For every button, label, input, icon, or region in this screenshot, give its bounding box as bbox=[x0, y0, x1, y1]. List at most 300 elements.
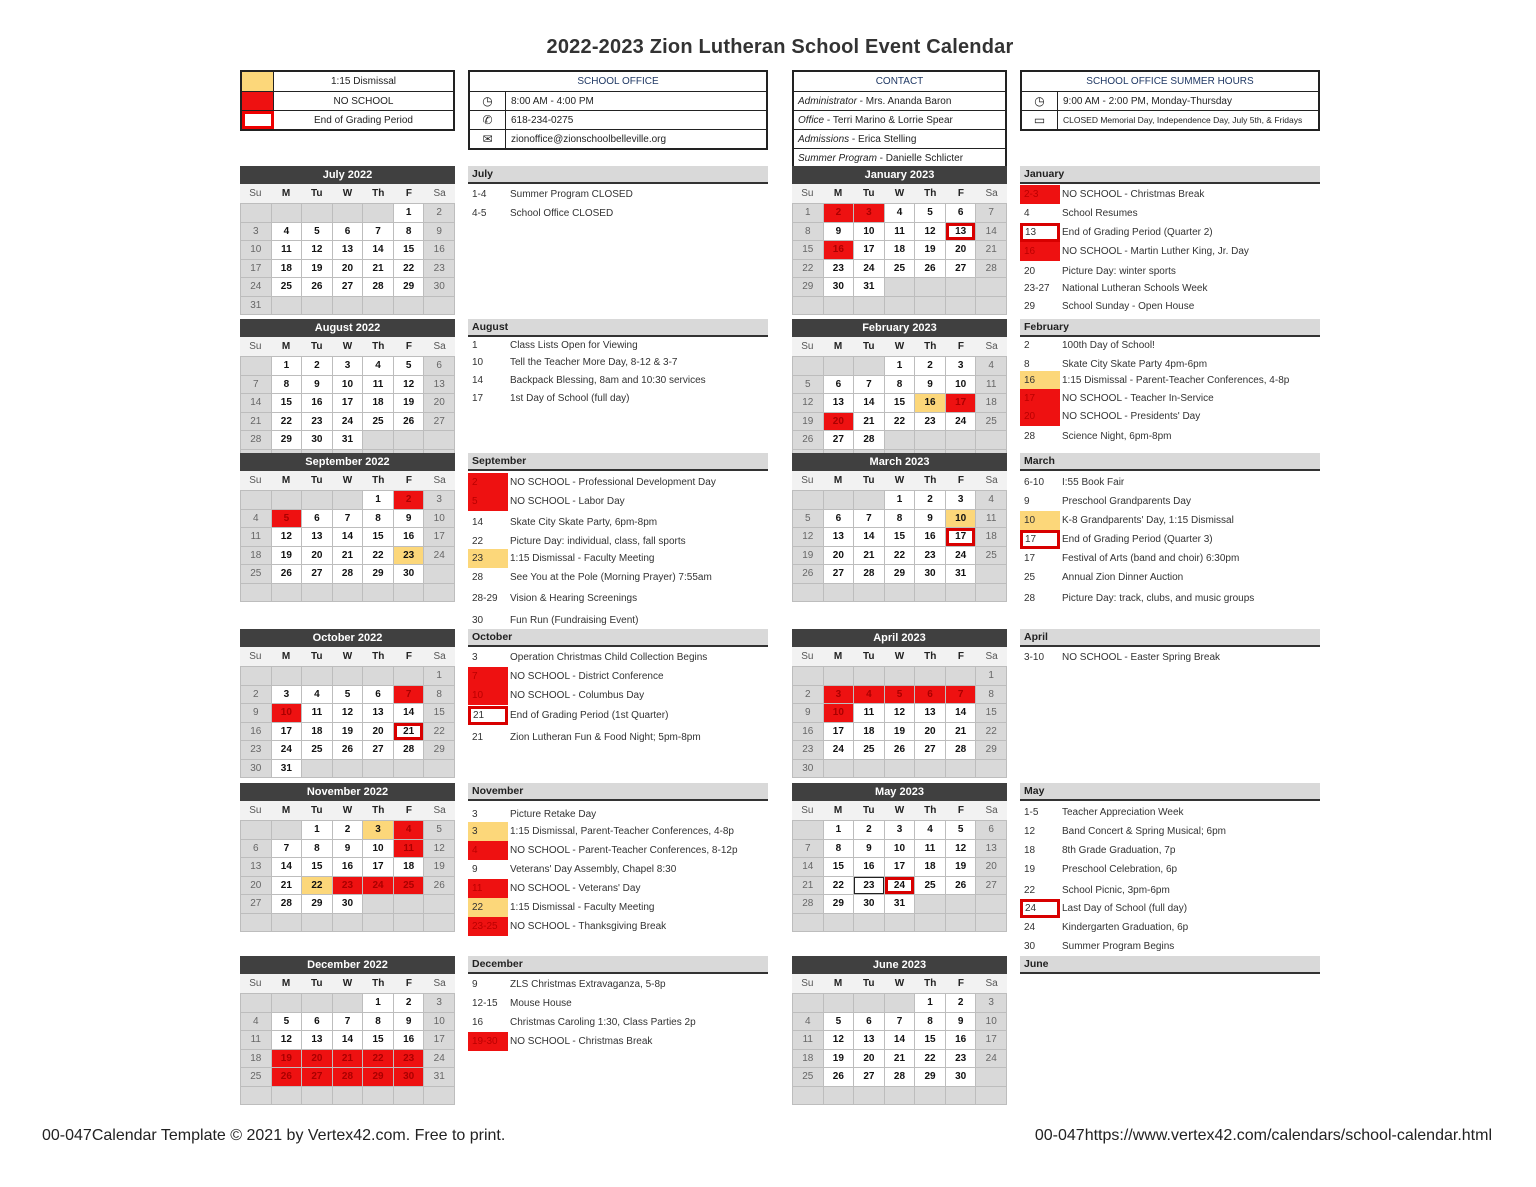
day-cell: 20 bbox=[302, 547, 332, 565]
weekday-label: Su bbox=[249, 805, 262, 816]
empty-day-cell bbox=[793, 667, 823, 685]
day-cell: 20 bbox=[302, 1050, 332, 1068]
event-item bbox=[1020, 822, 1320, 841]
day-cell: 11 bbox=[394, 840, 424, 858]
event-item bbox=[468, 1013, 768, 1032]
day-cell: 14 bbox=[241, 394, 271, 412]
weekday-label: M bbox=[281, 341, 291, 352]
day-cell: 2 bbox=[424, 204, 454, 222]
month-calendar bbox=[240, 453, 455, 602]
legend-label: NO SCHOOL bbox=[333, 95, 394, 107]
day-cell: 19 bbox=[915, 241, 945, 259]
day-cell: 4 bbox=[241, 510, 271, 528]
day-cell: 5 bbox=[394, 357, 424, 375]
empty-day-cell bbox=[272, 204, 302, 222]
day-cell: 10 bbox=[976, 1013, 1006, 1031]
empty-day-cell bbox=[946, 667, 976, 685]
empty-day-cell bbox=[793, 297, 823, 315]
empty-day-cell bbox=[854, 491, 884, 509]
weekday-label: Sa bbox=[985, 978, 998, 989]
day-cell: 14 bbox=[272, 858, 302, 876]
day-cell: 8 bbox=[885, 510, 915, 528]
event-item bbox=[1020, 242, 1320, 261]
event-text: 1:15 Dismissal - Faculty Meeting bbox=[510, 902, 655, 913]
day-cell: 12 bbox=[424, 840, 454, 858]
month-calendar bbox=[240, 956, 455, 1105]
day-cell: 8 bbox=[824, 840, 854, 858]
day-cell: 26 bbox=[424, 877, 454, 895]
event-date: 28 bbox=[1024, 431, 1036, 442]
empty-day-cell bbox=[915, 1087, 945, 1105]
day-cell: 2 bbox=[946, 994, 976, 1012]
event-date: 10 bbox=[468, 686, 508, 705]
day-cell: 31 bbox=[272, 760, 302, 778]
day-cell: 29 bbox=[424, 741, 454, 759]
empty-day-cell bbox=[793, 994, 823, 1012]
day-cell: 28 bbox=[241, 431, 271, 449]
weekday-label: Su bbox=[249, 188, 262, 199]
event-date: 13 bbox=[1020, 223, 1060, 242]
events-list bbox=[1020, 453, 1320, 604]
events-list bbox=[1020, 319, 1320, 442]
weekday-label: Sa bbox=[433, 475, 446, 486]
weekday-label: Th bbox=[372, 188, 385, 199]
empty-day-cell bbox=[424, 1087, 454, 1105]
day-cell: 14 bbox=[793, 858, 823, 876]
day-cell: 15 bbox=[424, 704, 454, 722]
day-cell: 6 bbox=[915, 686, 945, 704]
event-date: 17 bbox=[1020, 530, 1060, 549]
month-header: January 2023 bbox=[792, 166, 1007, 184]
event-text: Tell the Teacher More Day, 8-12 & 3-7 bbox=[510, 357, 678, 368]
event-text: 8th Grade Graduation, 7p bbox=[1062, 845, 1176, 856]
day-cell: 6 bbox=[824, 376, 854, 394]
day-cell: 8 bbox=[885, 376, 915, 394]
day-cell: 27 bbox=[824, 565, 854, 583]
weekday-label: Sa bbox=[433, 188, 446, 199]
day-cell: 31 bbox=[946, 565, 976, 583]
day-cell: 8 bbox=[272, 376, 302, 394]
event-text: NO SCHOOL - Christmas Break bbox=[1062, 189, 1205, 200]
weekday-label: Sa bbox=[985, 651, 998, 662]
day-cell: 10 bbox=[946, 510, 976, 528]
day-cell: 28 bbox=[976, 260, 1006, 278]
day-cell: 7 bbox=[272, 840, 302, 858]
event-text: I:55 Book Fair bbox=[1062, 477, 1125, 488]
day-cell: 15 bbox=[915, 1031, 945, 1049]
event-date: 22 bbox=[472, 536, 484, 547]
day-cell: 16 bbox=[854, 858, 884, 876]
day-cell: 8 bbox=[363, 1013, 393, 1031]
contact-office: Office - Terri Marino & Lorrie Spear bbox=[798, 114, 953, 126]
day-cell: 7 bbox=[854, 510, 884, 528]
empty-day-cell bbox=[241, 914, 271, 932]
weekday-label: Th bbox=[924, 475, 937, 486]
empty-day-cell bbox=[241, 584, 271, 602]
month-header: July 2022 bbox=[240, 166, 455, 184]
empty-day-cell bbox=[424, 297, 454, 315]
day-cell: 9 bbox=[394, 510, 424, 528]
day-cell: 7 bbox=[885, 1013, 915, 1031]
day-cell: 24 bbox=[946, 547, 976, 565]
weekday-label: Su bbox=[801, 805, 814, 816]
month-header: February 2023 bbox=[792, 319, 1007, 337]
empty-day-cell bbox=[333, 297, 363, 315]
day-cell: 18 bbox=[394, 858, 424, 876]
summer-closed: CLOSED Memorial Day, Independence Day, July 5th, & Fridays bbox=[1063, 115, 1303, 125]
contact-administrator: Administrator - Mrs. Ananda Baron bbox=[798, 95, 952, 107]
empty-day-cell bbox=[946, 914, 976, 932]
empty-day-cell bbox=[793, 584, 823, 602]
day-cell: 15 bbox=[394, 241, 424, 259]
weekday-label: Th bbox=[372, 341, 385, 352]
weekday-label: W bbox=[342, 978, 353, 989]
day-cell: 29 bbox=[363, 1068, 393, 1086]
event-text: 1:15 Dismissal - Parent-Teacher Conferences, 4-8p bbox=[1062, 375, 1290, 386]
day-cell: 8 bbox=[302, 840, 332, 858]
weekday-label: Th bbox=[372, 978, 385, 989]
event-item bbox=[468, 879, 768, 898]
month-header: December 2022 bbox=[240, 956, 455, 974]
day-cell: 18 bbox=[915, 858, 945, 876]
event-item bbox=[468, 841, 768, 860]
weekday-label: Sa bbox=[985, 341, 998, 352]
empty-day-cell bbox=[793, 821, 823, 839]
event-text: NO SCHOOL - Easter Spring Break bbox=[1062, 652, 1221, 663]
event-text: NO SCHOOL - Christmas Break bbox=[510, 1036, 653, 1047]
weekday-header bbox=[792, 647, 1007, 666]
event-item bbox=[468, 860, 768, 879]
day-cell: 3 bbox=[333, 357, 363, 375]
day-cell: 11 bbox=[302, 704, 332, 722]
empty-day-cell bbox=[885, 584, 915, 602]
day-cell: 24 bbox=[241, 278, 271, 296]
event-date: 17 bbox=[472, 393, 484, 404]
weekday-label: Tu bbox=[863, 978, 875, 989]
day-cell: 4 bbox=[241, 1013, 271, 1031]
events-header: October bbox=[468, 629, 768, 647]
weekday-label: Tu bbox=[863, 341, 875, 352]
day-cell: 26 bbox=[915, 260, 945, 278]
day-cell: 31 bbox=[333, 431, 363, 449]
day-cell: 24 bbox=[854, 260, 884, 278]
weekday-label: Su bbox=[801, 188, 814, 199]
day-cell: 9 bbox=[915, 510, 945, 528]
empty-day-cell bbox=[302, 760, 332, 778]
day-cell: 27 bbox=[363, 741, 393, 759]
event-date: 21 bbox=[472, 732, 484, 743]
day-cell: 28 bbox=[394, 741, 424, 759]
empty-day-cell bbox=[946, 1087, 976, 1105]
event-text: Teacher Appreciation Week bbox=[1062, 807, 1184, 818]
empty-day-cell bbox=[394, 914, 424, 932]
no-school-swatch bbox=[242, 92, 274, 110]
day-cell: 14 bbox=[946, 704, 976, 722]
day-cell: 23 bbox=[915, 413, 945, 431]
month-calendar bbox=[792, 956, 1007, 1105]
day-cell: 20 bbox=[824, 413, 854, 431]
event-text: Backpack Blessing, 8am and 10:30 services bbox=[510, 375, 706, 386]
weekday-label: Su bbox=[801, 341, 814, 352]
event-item bbox=[1020, 918, 1320, 937]
weekday-label: W bbox=[894, 651, 905, 662]
day-cell: 24 bbox=[424, 1050, 454, 1068]
empty-day-cell bbox=[854, 667, 884, 685]
event-text: 100th Day of School! bbox=[1062, 340, 1155, 351]
day-cell: 20 bbox=[854, 1050, 884, 1068]
empty-day-cell bbox=[915, 760, 945, 778]
day-cell: 10 bbox=[363, 840, 393, 858]
event-date: 6-10 bbox=[1024, 477, 1045, 488]
calendar-icon: ▭ bbox=[1022, 111, 1058, 129]
day-cell: 10 bbox=[424, 1013, 454, 1031]
day-cell: 27 bbox=[302, 565, 332, 583]
day-cell: 14 bbox=[394, 704, 424, 722]
day-cell: 29 bbox=[272, 431, 302, 449]
day-cell: 9 bbox=[394, 1013, 424, 1031]
events-list bbox=[1020, 783, 1320, 952]
weekday-label: F bbox=[957, 341, 964, 352]
empty-day-cell bbox=[363, 895, 393, 913]
events-header: May bbox=[1020, 783, 1320, 801]
empty-day-cell bbox=[363, 204, 393, 222]
event-date: 3 bbox=[472, 652, 478, 663]
day-cell: 8 bbox=[976, 686, 1006, 704]
day-cell: 23 bbox=[333, 877, 363, 895]
empty-day-cell bbox=[824, 357, 854, 375]
day-cell: 20 bbox=[241, 877, 271, 895]
day-cell: 3 bbox=[241, 223, 271, 241]
day-cell: 23 bbox=[302, 413, 332, 431]
event-date: 23-27 bbox=[1024, 283, 1050, 294]
event-item bbox=[468, 686, 768, 705]
day-cell: 27 bbox=[976, 877, 1006, 895]
event-item bbox=[468, 1032, 768, 1051]
empty-day-cell bbox=[976, 1068, 1006, 1086]
day-cell: 6 bbox=[302, 510, 332, 528]
day-cell: 19 bbox=[946, 858, 976, 876]
weekday-label: M bbox=[833, 475, 843, 486]
day-cell: 22 bbox=[824, 877, 854, 895]
day-cell: 11 bbox=[793, 1031, 823, 1049]
empty-day-cell bbox=[976, 1087, 1006, 1105]
event-text: Science Night, 6pm-8pm bbox=[1062, 431, 1172, 442]
day-cell: 16 bbox=[394, 1031, 424, 1049]
event-item bbox=[468, 185, 768, 204]
day-grid bbox=[792, 356, 1007, 468]
weekday-label: M bbox=[833, 978, 843, 989]
events-list bbox=[1020, 629, 1320, 663]
day-cell: 29 bbox=[976, 741, 1006, 759]
weekday-header bbox=[240, 801, 455, 820]
day-cell: 31 bbox=[424, 1068, 454, 1086]
day-cell: 3 bbox=[854, 204, 884, 222]
day-cell: 18 bbox=[241, 1050, 271, 1068]
summer-hours: 9:00 AM - 2:00 PM, Monday-Thursday bbox=[1063, 95, 1232, 107]
event-date: 3 bbox=[468, 822, 508, 841]
event-date: 9 bbox=[472, 979, 478, 990]
day-cell: 23 bbox=[946, 1050, 976, 1068]
event-item bbox=[468, 648, 768, 667]
empty-day-cell bbox=[854, 357, 884, 375]
event-date: 5 bbox=[468, 492, 508, 511]
day-cell: 5 bbox=[333, 686, 363, 704]
events-list bbox=[468, 956, 768, 1047]
day-cell: 14 bbox=[885, 1031, 915, 1049]
event-date: 9 bbox=[472, 864, 478, 875]
event-date: 18 bbox=[1024, 845, 1036, 856]
day-cell: 13 bbox=[824, 394, 854, 412]
day-cell: 14 bbox=[854, 394, 884, 412]
day-cell: 17 bbox=[824, 723, 854, 741]
empty-day-cell bbox=[302, 491, 332, 509]
empty-day-cell bbox=[885, 278, 915, 296]
events-header: September bbox=[468, 453, 768, 471]
office-email[interactable]: zionoffice@zionschoolbelleville.org bbox=[511, 133, 667, 145]
day-cell: 29 bbox=[915, 1068, 945, 1086]
event-date: 3 bbox=[472, 809, 478, 820]
day-cell: 16 bbox=[333, 858, 363, 876]
event-date: 4 bbox=[468, 841, 508, 860]
event-date: 16 bbox=[472, 1017, 484, 1028]
day-cell: 21 bbox=[854, 413, 884, 431]
day-cell: 29 bbox=[824, 895, 854, 913]
day-cell: 28 bbox=[854, 431, 884, 449]
day-cell: 18 bbox=[302, 723, 332, 741]
day-cell: 25 bbox=[793, 1068, 823, 1086]
day-cell: 23 bbox=[915, 547, 945, 565]
footer-left: 00-047Calendar Template © 2021 by Vertex42.com. Free to print. bbox=[42, 1127, 506, 1144]
day-cell: 30 bbox=[302, 431, 332, 449]
day-cell: 17 bbox=[272, 723, 302, 741]
empty-day-cell bbox=[272, 994, 302, 1012]
day-cell: 12 bbox=[333, 704, 363, 722]
empty-day-cell bbox=[302, 584, 332, 602]
event-item bbox=[468, 549, 768, 568]
day-cell: 21 bbox=[363, 260, 393, 278]
event-text: National Lutheran Schools Week bbox=[1062, 283, 1208, 294]
day-cell: 30 bbox=[394, 565, 424, 583]
event-text: Picture Retake Day bbox=[510, 809, 597, 820]
day-cell: 2 bbox=[394, 994, 424, 1012]
event-text: Class Lists Open for Viewing bbox=[510, 340, 638, 351]
day-cell: 26 bbox=[946, 877, 976, 895]
event-date: 14 bbox=[472, 517, 484, 528]
event-item bbox=[468, 667, 768, 686]
weekday-label: Tu bbox=[863, 651, 875, 662]
day-cell: 1 bbox=[915, 994, 945, 1012]
weekday-label: W bbox=[894, 341, 905, 352]
day-cell: 6 bbox=[424, 357, 454, 375]
empty-day-cell bbox=[976, 278, 1006, 296]
events-header: April bbox=[1020, 629, 1320, 647]
empty-day-cell bbox=[824, 994, 854, 1012]
day-cell: 27 bbox=[241, 895, 271, 913]
empty-day-cell bbox=[976, 895, 1006, 913]
weekday-label: F bbox=[957, 805, 964, 816]
day-cell: 20 bbox=[363, 723, 393, 741]
event-text: End of Grading Period (Quarter 2) bbox=[1062, 227, 1213, 238]
day-cell: 10 bbox=[272, 704, 302, 722]
event-item bbox=[1020, 185, 1320, 204]
day-cell: 1 bbox=[363, 994, 393, 1012]
event-item bbox=[1020, 549, 1320, 568]
event-date: 2 bbox=[1024, 340, 1030, 351]
events-header: February bbox=[1020, 319, 1320, 337]
day-cell: 23 bbox=[394, 1050, 424, 1068]
day-cell: 2 bbox=[333, 821, 363, 839]
event-item bbox=[468, 994, 768, 1013]
event-text: Fun Run (Fundraising Event) bbox=[510, 615, 639, 626]
day-cell: 3 bbox=[424, 491, 454, 509]
empty-day-cell bbox=[854, 584, 884, 602]
day-cell: 3 bbox=[272, 686, 302, 704]
day-cell: 22 bbox=[424, 723, 454, 741]
weekday-label: F bbox=[405, 475, 412, 486]
event-date: 4 bbox=[1024, 208, 1030, 219]
day-cell: 17 bbox=[946, 528, 976, 546]
weekday-header bbox=[240, 184, 455, 203]
day-cell: 19 bbox=[302, 260, 332, 278]
empty-day-cell bbox=[885, 914, 915, 932]
day-cell: 5 bbox=[793, 376, 823, 394]
day-cell: 8 bbox=[424, 686, 454, 704]
event-date: 24 bbox=[1020, 899, 1060, 918]
dismissal-swatch bbox=[242, 72, 274, 91]
event-date: 28 bbox=[472, 572, 484, 583]
day-grid bbox=[792, 666, 1007, 778]
event-item bbox=[468, 371, 768, 390]
empty-day-cell bbox=[915, 584, 945, 602]
month-calendar bbox=[240, 629, 455, 778]
empty-day-cell bbox=[976, 431, 1006, 449]
day-cell: 1 bbox=[885, 491, 915, 509]
weekday-label: W bbox=[894, 188, 905, 199]
day-cell: 11 bbox=[976, 376, 1006, 394]
weekday-label: Th bbox=[924, 651, 937, 662]
day-cell: 8 bbox=[363, 510, 393, 528]
day-grid bbox=[240, 203, 455, 315]
day-cell: 27 bbox=[915, 741, 945, 759]
weekday-label: Th bbox=[924, 188, 937, 199]
day-cell: 1 bbox=[885, 357, 915, 375]
day-cell: 30 bbox=[793, 760, 823, 778]
day-cell: 16 bbox=[302, 394, 332, 412]
event-date: 17 bbox=[1020, 389, 1060, 408]
weekday-label: W bbox=[342, 341, 353, 352]
events-header: June bbox=[1020, 956, 1320, 974]
events-header: July bbox=[468, 166, 768, 184]
event-date: 16 bbox=[1020, 242, 1060, 261]
day-cell: 24 bbox=[272, 741, 302, 759]
weekday-label: F bbox=[957, 188, 964, 199]
event-date: 4-5 bbox=[472, 208, 487, 219]
footer-right[interactable]: 00-047https://www.vertex42.com/calendars/school-calendar.html bbox=[1034, 1127, 1492, 1144]
day-cell: 22 bbox=[793, 260, 823, 278]
day-cell: 3 bbox=[976, 994, 1006, 1012]
day-cell: 2 bbox=[915, 491, 945, 509]
day-cell: 9 bbox=[241, 704, 271, 722]
event-date: 20 bbox=[1024, 266, 1036, 277]
event-date: 28 bbox=[1024, 593, 1036, 604]
empty-day-cell bbox=[394, 584, 424, 602]
day-cell: 9 bbox=[424, 223, 454, 241]
month-calendar bbox=[792, 629, 1007, 778]
empty-day-cell bbox=[424, 584, 454, 602]
day-cell: 24 bbox=[976, 1050, 1006, 1068]
day-cell: 4 bbox=[854, 686, 884, 704]
day-cell: 19 bbox=[394, 394, 424, 412]
